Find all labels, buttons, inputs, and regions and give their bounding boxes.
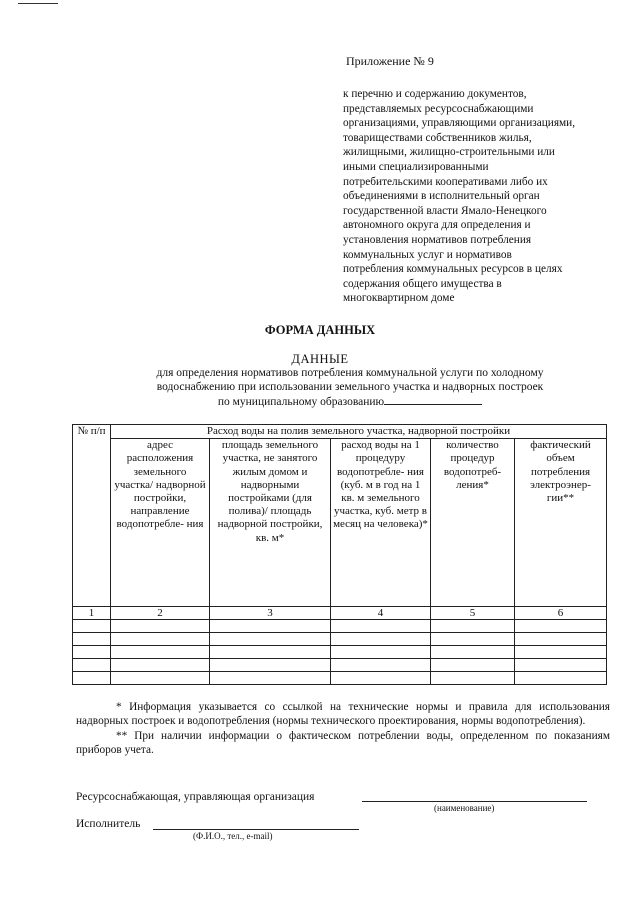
- appendix-line: потребления коммунальных ресурсов в целях: [343, 263, 563, 276]
- table-cell[interactable]: [73, 620, 111, 633]
- footnote-2: ** При наличии информации о фактическом потреблении воды, определенном по показаниям приборов учета.: [76, 729, 610, 757]
- form-title: ФОРМА ДАННЫХ: [264, 323, 376, 337]
- appendix-line: товариществами собственников жилья,: [343, 131, 532, 144]
- col-header-procedures: количество процедур водопотреб- ления*: [431, 439, 515, 607]
- column-number: 1: [73, 607, 111, 620]
- top-rule: [18, 3, 58, 4]
- org-label: Ресурсоснабжающая, управляющая организация: [76, 791, 315, 803]
- org-caption: (наименование): [434, 803, 495, 813]
- column-number: 3: [210, 607, 331, 620]
- appendix-line: к перечню и содержанию документов,: [343, 88, 527, 100]
- appendix-line: содержания общего имущества в: [343, 277, 502, 290]
- table-cell[interactable]: [515, 633, 607, 646]
- table-cell[interactable]: [431, 633, 515, 646]
- appendix-line: объединениями в исполнительный орган: [343, 190, 540, 203]
- table-cell[interactable]: [210, 646, 331, 659]
- data-table: [72, 424, 607, 685]
- table-cell[interactable]: [515, 646, 607, 659]
- appendix-line: организациями, управляющими организациями,: [343, 117, 576, 130]
- col-header-area: площадь земельного участка, не занятого жилым домом и надворными постройками (для полива)/ площадь надворной постройки, кв. м*: [210, 439, 331, 607]
- table-cell[interactable]: [515, 659, 607, 672]
- appendix-title: Приложение № 9: [346, 54, 434, 68]
- table-row: [73, 633, 607, 646]
- table-cell[interactable]: [111, 672, 210, 685]
- table-cell[interactable]: [431, 620, 515, 633]
- table-cell[interactable]: [431, 659, 515, 672]
- table-row: [73, 659, 607, 672]
- table-cell[interactable]: [515, 620, 607, 633]
- table-cell[interactable]: [515, 672, 607, 685]
- appendix-line: автономного округа для определения и: [343, 219, 531, 232]
- table-cell[interactable]: [73, 646, 111, 659]
- appendix-line: государственной власти Ямало-Ненецкого: [343, 204, 547, 217]
- table-cell[interactable]: [111, 659, 210, 672]
- data-desc-line-municipality: [90, 394, 610, 409]
- col-header-electricity: фактический объем потребления электроэнер- гии**: [515, 439, 607, 607]
- appendix-line: потребительскими кооперативами либо их: [343, 175, 548, 188]
- municipality-field[interactable]: [384, 394, 482, 405]
- appendix-line: иными специализированными: [343, 160, 489, 173]
- executor-caption: (Ф.И.О., тел., e-mail): [193, 831, 273, 841]
- table-row: [73, 646, 607, 659]
- table-cell[interactable]: [331, 672, 431, 685]
- municipality-label: по муниципальному образованию: [217, 396, 385, 409]
- column-number: 2: [111, 607, 210, 620]
- appendix-line: установления нормативов потребления: [343, 233, 532, 246]
- group-header: Расход воды на полив земельного участка, надворной постройки: [111, 425, 607, 439]
- table-cell[interactable]: [210, 659, 331, 672]
- data-title: ДАННЫЕ: [291, 352, 349, 366]
- executor-signature-field[interactable]: [153, 829, 359, 830]
- table-cell[interactable]: [111, 620, 210, 633]
- col-header-consumption: расход воды на 1 процедуру водопотребле- ния (куб. м в год на 1 кв. м земельного участка, куб. метр в месяц на человека)*: [331, 439, 431, 607]
- table-cell[interactable]: [210, 633, 331, 646]
- table-cell[interactable]: [73, 672, 111, 685]
- appendix-text: [343, 87, 613, 306]
- executor-label: Исполнитель: [76, 818, 141, 830]
- table-cell[interactable]: [331, 646, 431, 659]
- col-num-header: № п/п: [73, 425, 111, 607]
- table-cell[interactable]: [111, 633, 210, 646]
- footnote-1: * Информация указывается со ссылкой на технические нормы и правила для использования надворных построек и водопотребления (нормы технического проектирования, нормы водопотребления).: [76, 701, 610, 728]
- column-number: 4: [331, 607, 431, 620]
- table-cell[interactable]: [111, 646, 210, 659]
- table-row: [73, 672, 607, 685]
- col-header-address: адрес расположения земельного участка/ надворной постройки, направление водопотребле- ния: [111, 439, 210, 607]
- table-cell[interactable]: [331, 633, 431, 646]
- footnotes: [76, 700, 610, 758]
- org-signature-field[interactable]: [362, 801, 587, 802]
- table-cell[interactable]: [431, 672, 515, 685]
- table-cell[interactable]: [73, 659, 111, 672]
- appendix-line: жилищными, жилищно-строительными или: [343, 146, 555, 159]
- table-row: [73, 620, 607, 633]
- table-cell[interactable]: [73, 633, 111, 646]
- data-description: [90, 366, 610, 410]
- column-number: 5: [431, 607, 515, 620]
- table-cell[interactable]: [210, 672, 331, 685]
- column-number-row: [73, 607, 607, 620]
- table-cell[interactable]: [431, 646, 515, 659]
- appendix-line: многоквартирном доме: [343, 292, 455, 305]
- column-number: 6: [515, 607, 607, 620]
- table-cell[interactable]: [331, 620, 431, 633]
- appendix-line: коммунальных услуг и нормативов: [343, 248, 512, 261]
- data-desc-line: для определения нормативов потребления коммунальной услуги по холодному: [156, 367, 544, 379]
- appendix-line: представляемых ресурсоснабжающими: [343, 102, 534, 115]
- table-cell[interactable]: [331, 659, 431, 672]
- data-desc-line: водоснабжению при использовании земельного участка и надворных построек: [156, 381, 544, 394]
- table-cell[interactable]: [210, 620, 331, 633]
